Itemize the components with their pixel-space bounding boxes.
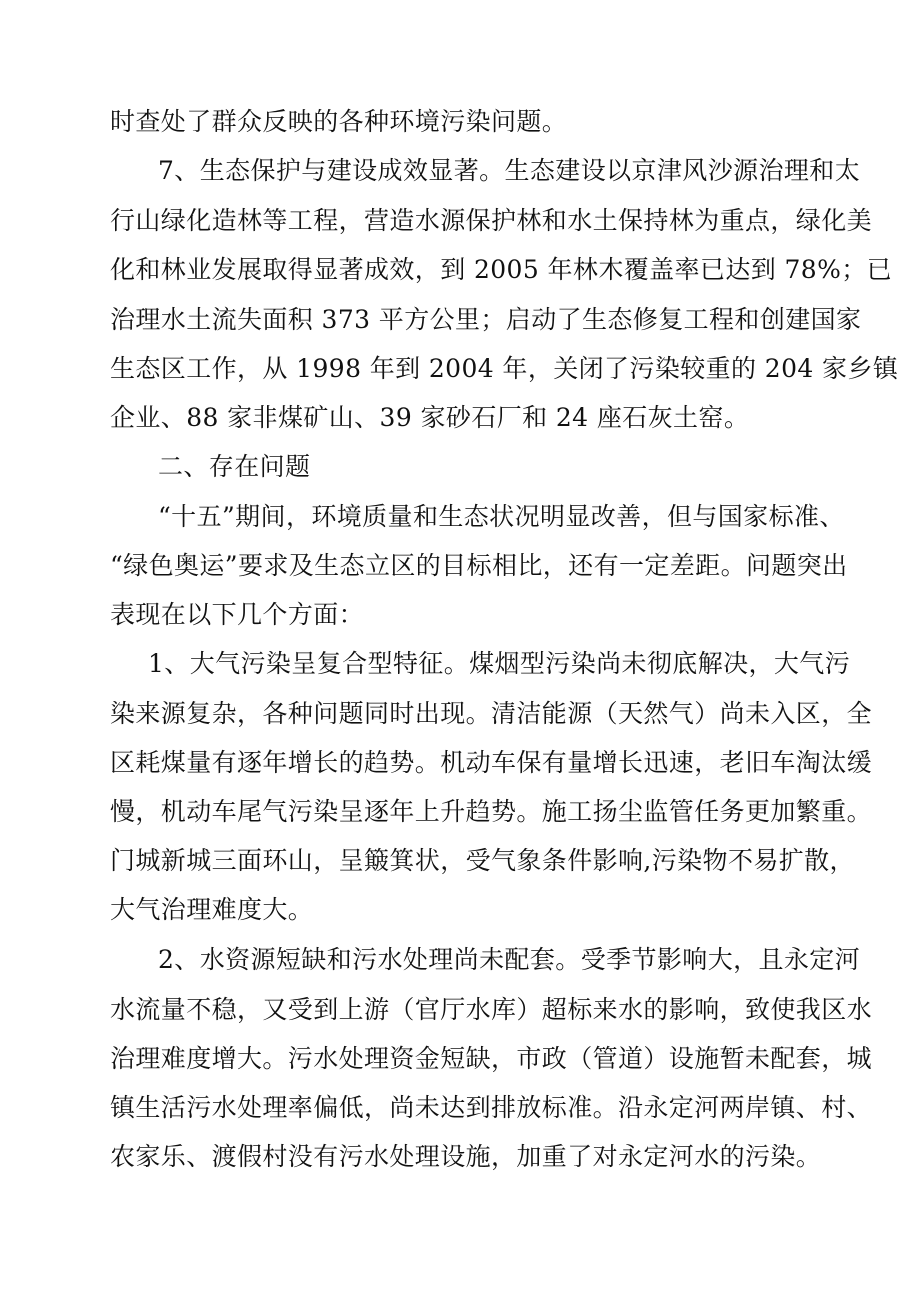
text-line: 时查处了群众反映的各种环境污染问题。 (110, 107, 568, 136)
text-line: 2、水资源短缺和污水处理尚未配套。受季节影响大，且永定河 (158, 945, 861, 974)
text-line: 治理难度增大。污水处理资金短缺，市政（管道）设施暂未配套，城 (110, 1044, 873, 1073)
section-heading: 二、存在问题 (158, 452, 311, 481)
text-line: 表现在以下几个方面： (110, 600, 365, 629)
text-line: “绿色奥运”要求及生态立区的目标相比，还有一定差距。问题突出 (110, 551, 848, 580)
text-line: 农家乐、渡假村没有污水处理设施，加重了对永定河水的污染。 (110, 1142, 822, 1171)
text-line: “十五”期间，环境质量和生态状况明显改善，但与国家标准、 (158, 502, 845, 531)
text-line: 大气治理难度大。 (110, 895, 314, 924)
text-line: 1、大气污染呈复合型特征。煤烟型污染尚未彻底解决，大气污 (148, 649, 851, 678)
text-line: 行山绿化造林等工程，营造水源保护林和水土保持林为重点，绿化美 (110, 206, 873, 235)
text-line: 区耗煤量有逐年增长的趋势。机动车保有量增长迅速，老旧车淘汰缓 (110, 748, 873, 777)
text-line: 生态区工作，从 1998 年到 2004 年，关闭了污染较重的 204 家乡镇 (110, 354, 899, 383)
text-line: 染来源复杂，各种问题同时出现。清洁能源（天然气）尚未入区，全 (110, 699, 873, 728)
text-line: 慢，机动车尾气污染呈逐年上升趋势。施工扬尘监管任务更加繁重。 (110, 797, 873, 826)
text-line: 治理水土流失面积 373 平方公里；启动了生态修复工程和创建国家 (110, 305, 862, 334)
text-line: 7、生态保护与建设成效显著。生态建设以京津风沙源治理和太 (158, 156, 861, 185)
text-line: 企业、88 家非煤矿山、39 家砂石厂和 24 座石灰土窑。 (110, 403, 750, 432)
text-line: 化和林业发展取得显著成效，到 2005 年林木覆盖率已达到 78%；已 (110, 255, 893, 284)
text-line: 水流量不稳，又受到上游（官厅水库）超标来水的影响，致使我区水 (110, 995, 873, 1024)
text-line: 门城新城三面环山，呈簸箕状，受气象条件影响,污染物不易扩散， (110, 846, 855, 875)
text-line: 镇生活污水处理率偏低，尚未达到排放标准。沿永定河两岸镇、村、 (110, 1093, 873, 1122)
